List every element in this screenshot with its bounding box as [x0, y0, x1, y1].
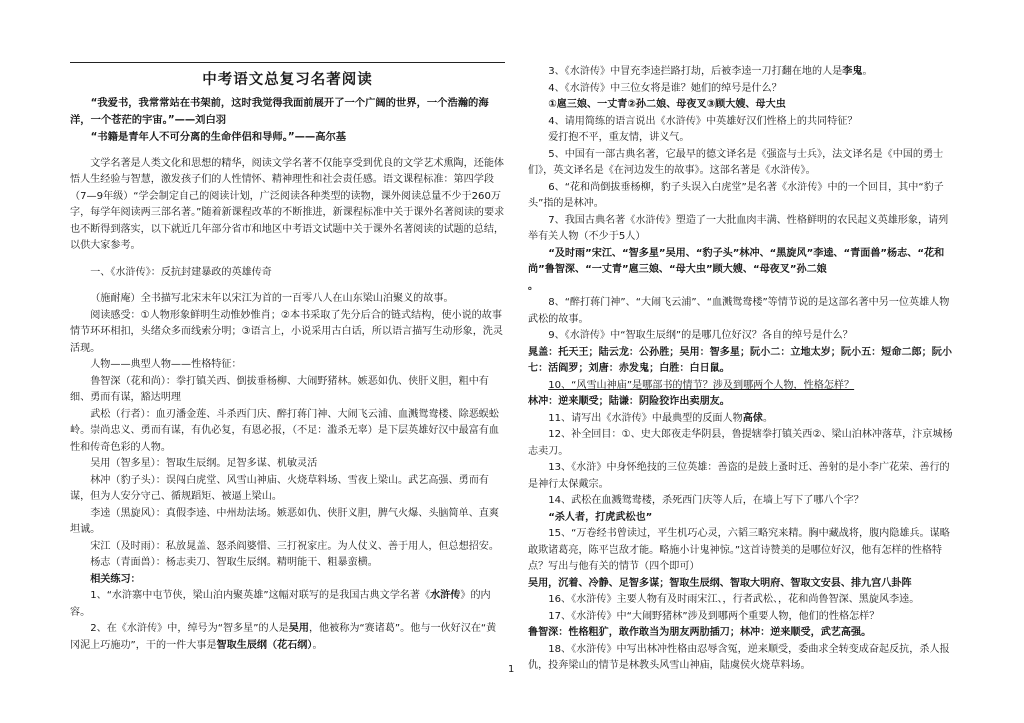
question: 14、武松在血溅鸳鸯楼，杀死西门庆等人后，在墙上写下了哪八个字？: [548, 495, 864, 506]
answer: 吴用，沉着、冷静、足智多谋；智取生辰纲、智取大明府、智取文安县、排九宫八卦阵: [528, 577, 912, 589]
quote-liu-baiyu: “我爱书，我常常站在书架前，这时我觉得我面前展开了一个广阔的世界，一个浩瀚的海洋，一个苍茫的宇宙。”——刘白羽: [70, 96, 489, 126]
question: 9、《水浒传》中“智取生辰纲”的是哪几位好汉？各自的绰号是什么？: [548, 330, 853, 341]
section-heading: 一、《水浒传》：反抗封建暴政的英雄传奇: [90, 266, 272, 278]
character-entry: 杨志（青面兽）：杨志卖刀、智取生辰纲。精明能干、粗暴蛮横。: [90, 557, 378, 568]
question: 8、“醉打蒋门神”、“大闹飞云浦”、“血溅鸳鸯楼”等情节说的是这部名著中另一位英雄人物武松的故事。: [528, 297, 950, 325]
right-column: [528, 64, 958, 675]
page-title: 中考语文总复习名著阅读: [202, 72, 373, 88]
question: 4、《水浒传》中三位女将是谁？她们的绰号是什么？: [548, 82, 782, 94]
question: 1、“水浒寨中屯节侠，梁山泊内聚英雄”这幅对联写的是我国古典文学名著《水浒传》的内容。: [70, 590, 491, 618]
question: 13、《水浒》中身怀绝技的三位英雄：善盗的是鼓上蚤时迁、善射的是小李广花荣、善行的是神行太保戴宗。: [528, 462, 950, 490]
intro-paragraph: 文学名著是人类文化和思想的精华，阅读文学名著不仅能享受到优良的文学艺术熏陶，还能体悟人生经验与智慧，激发孩子们的人性情怀、精神理性和社会责任感。语文课程标准：第四学段（7—9年级）“学会制定自己的阅读计划，广泛阅读各种类型的读物，课外阅读总量不少于260万字，每学年阅读两三部名著。”随着新课程改革的不断推进，新课程标准中关于课外名著阅读的要求也不断得到落实，以下就近几年部分省市和地区中考语文试题中关于课外名著阅读的试题的总结，以供大家参考。: [70, 157, 505, 251]
question: 11、请写出《水浒传》中最典型的反面人物高俅。: [548, 412, 773, 424]
answer: 晁盖：托天王；陆云龙：公孙胜；吴用：智多星；阮小二：立地太岁；阮小五：短命二郎；阮小七：活阎罗；刘唐：赤发鬼；白胜：白日鼠。: [528, 346, 952, 374]
character-entry: 武松（行者）：血刃潘金莲、斗杀西门庆、醉打蒋门神、大闹飞云浦、血溅鸳鸯楼、除恶蜈蚣岭。崇尚忠义、勇而有谋，有仇必复，有恩必报，（不足：滥杀无辜）是下层英雄好汉中最富有血性和传奇色彩的人物。: [70, 408, 499, 453]
question: 5、中国有一部古典名著，它最早的德文译名是《强盗与士兵》，法文译名是《中国的勇士们》，英文译名是《在河边发生的故事》。这部名著是《水浒传》。: [528, 148, 944, 176]
answer: 爱打抱不平，重友情，讲义气。: [548, 132, 690, 143]
question: 12、补全回目：①、史大郎夜走华阴县，鲁提辖拳打镇关西②、梁山泊林冲落草，汴京城杨志卖刀。: [528, 429, 953, 457]
answer: “及时雨”宋江、“智多星”吴用、“豹子头”林冲、“黑旋风”李逵、“青面兽”杨志、“花和尚”鲁智深、“一丈青”扈三娘、“母大虫”顾大嫂、“母夜叉”孙二娘。: [528, 247, 945, 292]
answer: 林冲：逆来顺受；陆谦：阴险狡诈出卖朋友。: [528, 396, 730, 407]
question: 15、“万卷经书曾读过，平生机巧心灵，六韬三略究来精。胸中藏战将，腹内隐雄兵。谋略敢欺诸葛亮，陈平岂敌才能。略施小计鬼神惊。”这首诗赞美的是哪位好汉，他有怎样的性格特点？写出与他有关的情节（四个即可）: [528, 528, 950, 572]
question: 16、《水浒传》主要人物有及时雨宋江、，行者武松、，花和尚鲁智深、黑旋风李逵。: [548, 594, 920, 605]
question: 17、《水浒传》中“大闹野猪林”涉及到哪两个重要人物，他们的性格怎样？: [548, 610, 880, 622]
practice-heading: 相关练习：: [90, 573, 141, 585]
quote-gorky: “书籍是青年人不可分离的生命伴侣和导师。”——高尔基: [90, 130, 347, 143]
question: 2、在《水浒传》中，绰号为“智多星”的人是吴用，他被称为“赛诸葛”。他与一伙好汉在“黄冈泥上巧施功”，干的一件大事是智取生辰纲（花石纲）。: [70, 623, 497, 651]
question: 6、“花和尚倒拔垂杨柳，豹子头误入白虎堂”是名著《水浒传》中的一个回目，其中“豹子头”指的是林冲。: [528, 181, 944, 209]
book-summary: （施耐庵）全书描写北宋末年以宋江为首的一百零八人在山东梁山泊聚义的故事。: [90, 293, 454, 304]
answer: 鲁智深：性格粗犷，敢作敢当为朋友两肋插刀；林冲：逆来顺受，武艺高强。: [528, 627, 872, 638]
character-entry: 李逵（黑旋风）：真假李逵、中州劫法场。嫉恶如仇、侠肝义胆，脾气火爆、头脑简单、直爽坦诚。: [70, 507, 499, 535]
character-entry: 吴用（智多星）：智取生辰纲。足智多谋、机敏灵活: [90, 458, 318, 469]
answer: “杀人者，打虎武松也”: [548, 511, 653, 523]
page-number: 1: [508, 664, 515, 675]
character-intro: 人物——典型人物——性格特征：: [90, 359, 242, 370]
reading-feeling: 阅读感受：①人物形象鲜明生动惟妙惟肖；②本书采取了先分后合的链式结构，使小说的故事情节环环相扣，头绪众多而线索分明；③语言上，小说采用古白话，所以语言描写生动形象，洗灵活现。: [70, 309, 503, 354]
question: 4、请用简练的语言说出《水浒传》中英雄好汉们性格上的共同特征？: [548, 115, 858, 127]
question: 7、我国古典名著《水浒传》塑造了一大批血肉丰满、性格鲜明的农民起义英雄形象，请列举有关人物（不少于5人）: [528, 214, 949, 242]
answer: ①扈三娘、一丈青②孙二娘、母夜叉③顾大嫂、母大虫: [548, 99, 786, 110]
character-entry: 宋江（及时雨）：私放晁盖、怒杀阎婆惜、三打祝家庄。为人仗义、善于用人，但总想招安。: [90, 540, 499, 552]
question: 3、《水浒传》中冒充李逵拦路打劫，后被李逵一刀打翻在地的人是李鬼。: [548, 66, 873, 77]
question: 18、《水浒传》中写出林冲性格由忍辱含冤，逆来顺受，委曲求全转变成奋起反抗，杀人报仇，投奔梁山的情节是林教头风雪山神庙，陆虞侯火烧草料场。: [528, 643, 950, 671]
character-entry: 鲁智深（花和尚）：拳打镇关西、倒拔垂杨柳、大闹野猪林。嫉恶如仇、侠肝义胆，粗中有细、勇而有谋，豁达明理: [70, 375, 489, 403]
left-column: [70, 62, 505, 654]
character-entry: 林冲（豹子头）：误闯白虎堂、风雪山神庙、火烧草料场、雪夜上梁山。武艺高强、勇而有谋，但为人安分守己、循规蹈矩、被逼上梁山。: [70, 474, 489, 502]
question: 10、“风雪山神庙”是哪部书的情节？涉及到哪两个人物，性格怎样？: [548, 379, 855, 391]
